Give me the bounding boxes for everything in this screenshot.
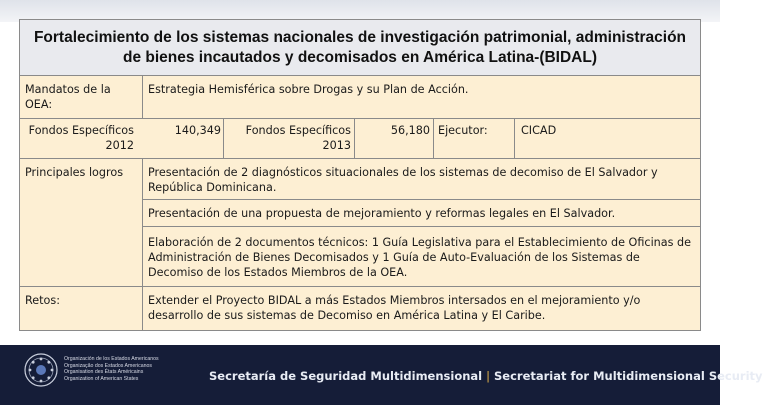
ejecutor-label: Ejecutor: <box>438 124 488 137</box>
row-divider <box>142 199 700 200</box>
ejecutor-value: CICAD <box>521 124 557 137</box>
footer-bar <box>0 345 763 405</box>
retos-label: Retos: <box>25 294 60 307</box>
row-divider <box>20 286 700 287</box>
fondos-2012-label: Fondos Específicos 2012 <box>28 124 134 152</box>
org-name-fr: Organisation des États Américains <box>64 369 144 376</box>
mandatos-label: Mandatos de la OEA: <box>25 83 111 111</box>
column-divider <box>433 118 434 158</box>
logros-label: Principales logros <box>25 166 124 179</box>
mandatos-value: Estrategia Hemisférica sobre Drogas y su Plan de Acción. <box>148 83 469 96</box>
secretariat-spanish: Secretaría de Seguridad Multidimensional <box>209 369 483 383</box>
row-divider <box>142 226 700 227</box>
logro-item: Elaboración de 2 documentos técnicos: 1 Guía Legislativa para el Establecimiento de Oficinas de Administración de Bienes Decomisados y 1 Guía de Auto-Evaluación de los Sistemas de Decomiso de los Estados Miembros de la OEA. <box>148 236 691 279</box>
column-divider <box>514 118 515 158</box>
label-column-divider <box>142 158 143 331</box>
logro-item: Presentación de una propuesta de mejoramiento y reformas legales en El Salvador. <box>148 207 616 220</box>
fondos-2012-value: 140,349 <box>174 124 221 137</box>
fondos-2013-label: Fondos Específicos 2013 <box>245 124 351 152</box>
label-column-divider <box>142 76 143 118</box>
column-divider <box>354 118 355 158</box>
org-name-es: Organización de los Estados Americanos <box>64 356 159 362</box>
org-name-en: Organization of American States <box>64 375 139 382</box>
row-divider <box>20 118 700 119</box>
project-info-table <box>19 19 701 331</box>
project-title: Fortalecimiento de los sistemas nacionales de investigación patrimonial, administración de bienes incautados y decomisados en América Latina-(BIDAL) <box>20 20 700 76</box>
secretariat-english: Secretariat for Multidimensional Security <box>494 369 763 383</box>
fondos-2013-value: 56,180 <box>390 124 430 137</box>
column-divider <box>223 118 224 158</box>
logro-item: Presentación de 2 diagnósticos situacionales de los sistemas de decomiso de El Salvador y República Dominicana. <box>148 166 658 194</box>
row-divider <box>20 158 700 159</box>
oas-emblem-icon <box>24 353 58 387</box>
retos-value: Extender el Proyecto BIDAL a más Estados Miembros intersados en el mejoramiento y/o desarrollo de sus sistemas de Decomiso en América Latina y El Caribe. <box>148 294 641 322</box>
secretariat-banner <box>209 369 763 383</box>
org-name-pt: Organização dos Estados Americanos <box>64 362 152 369</box>
organization-names <box>64 356 159 382</box>
secretariat-separator: | <box>486 369 490 383</box>
